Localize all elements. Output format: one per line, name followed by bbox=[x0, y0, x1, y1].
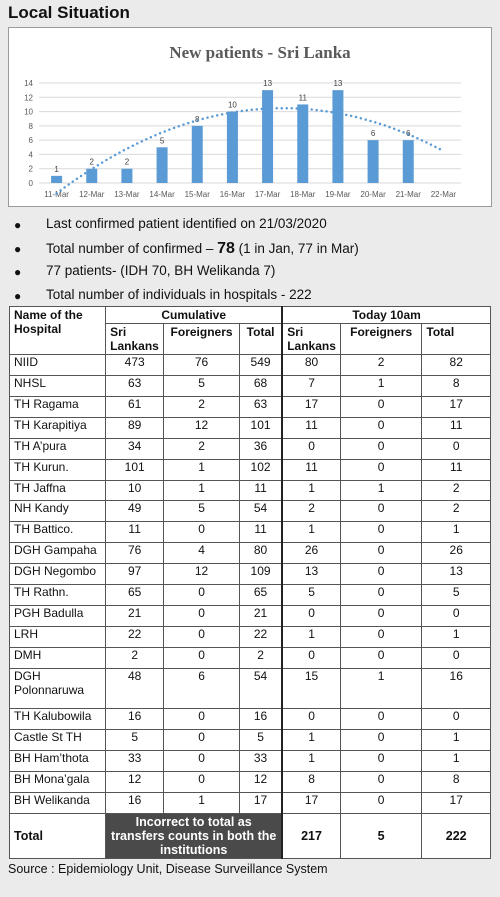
today-foreigners-cell: 1 bbox=[340, 375, 422, 396]
hospital-name-cell: LRH bbox=[10, 626, 106, 647]
header-cumulative: Cumulative bbox=[106, 307, 283, 324]
cum-sri-lankans-cell: 22 bbox=[106, 626, 164, 647]
data-label: 5 bbox=[159, 136, 165, 146]
bar bbox=[157, 147, 168, 183]
today-sri-lankans-cell: 17 bbox=[282, 396, 340, 417]
today-total-cell: 5 bbox=[422, 585, 491, 606]
cum-total-cell: 68 bbox=[239, 375, 282, 396]
bar bbox=[368, 140, 379, 183]
cum-foreigners-cell: 0 bbox=[164, 626, 240, 647]
y-tick-label: 8 bbox=[28, 121, 33, 131]
today-total-cell: 1 bbox=[422, 626, 491, 647]
cum-total-cell: 5 bbox=[239, 730, 282, 751]
y-tick-label: 6 bbox=[28, 136, 33, 146]
cum-foreigners-cell: 5 bbox=[164, 501, 240, 522]
table-row bbox=[10, 606, 491, 627]
table-row bbox=[10, 751, 491, 772]
cum-total-cell: 63 bbox=[239, 396, 282, 417]
data-label: 11 bbox=[298, 93, 307, 103]
table-header-row bbox=[10, 307, 491, 324]
cum-sri-lankans-cell: 16 bbox=[106, 792, 164, 813]
x-tick-label: 16-Mar bbox=[219, 190, 246, 199]
cum-total-cell: 54 bbox=[239, 668, 282, 708]
today-foreigners-cell: 0 bbox=[340, 792, 422, 813]
bullet-text: Total number of individuals in hospitals - 222 bbox=[46, 286, 312, 302]
today-foreigners-cell: 0 bbox=[340, 647, 422, 668]
today-total-cell: 11 bbox=[422, 417, 491, 438]
table-row bbox=[10, 355, 491, 376]
cum-sri-lankans-cell: 76 bbox=[106, 543, 164, 564]
cum-sri-lankans-cell: 5 bbox=[106, 730, 164, 751]
cum-foreigners-cell: 0 bbox=[164, 751, 240, 772]
cum-sri-lankans-cell: 63 bbox=[106, 375, 164, 396]
bullet-hospital-total bbox=[0, 284, 500, 308]
data-label: 2 bbox=[89, 157, 94, 167]
today-foreigners-cell: 0 bbox=[340, 564, 422, 585]
table-row bbox=[10, 543, 491, 564]
page-heading: Local Situation bbox=[8, 3, 130, 22]
y-tick-label: 4 bbox=[28, 150, 33, 160]
today-sri-lankans-cell: 1 bbox=[282, 480, 340, 501]
cum-foreigners-cell: 4 bbox=[164, 543, 240, 564]
total-today-foreigners: 5 bbox=[340, 814, 422, 859]
x-tick-label: 12-Mar bbox=[79, 190, 105, 199]
hospital-name-cell: DGH Gampaha bbox=[10, 543, 106, 564]
cum-foreigners-cell: 6 bbox=[164, 668, 240, 708]
bar bbox=[297, 104, 308, 183]
hospital-name-cell: DMH bbox=[10, 647, 106, 668]
cum-total-cell: 16 bbox=[239, 709, 282, 730]
data-label: 13 bbox=[263, 79, 273, 89]
cum-sri-lankans-cell: 10 bbox=[106, 480, 164, 501]
subheader-today-foreigners: Foreigners bbox=[340, 324, 422, 355]
cum-sri-lankans-cell: 89 bbox=[106, 417, 164, 438]
today-foreigners-cell: 1 bbox=[340, 480, 422, 501]
cum-foreigners-cell: 0 bbox=[164, 522, 240, 543]
today-foreigners-cell: 0 bbox=[340, 396, 422, 417]
today-total-cell: 0 bbox=[422, 709, 491, 730]
today-sri-lankans-cell: 1 bbox=[282, 751, 340, 772]
cum-foreigners-cell: 0 bbox=[164, 647, 240, 668]
cum-total-cell: 109 bbox=[239, 564, 282, 585]
hospital-name-cell: NH Kandy bbox=[10, 501, 106, 522]
hospital-name-cell: PGH Badulla bbox=[10, 606, 106, 627]
chart-title: New patients - Sri Lanka bbox=[169, 43, 351, 62]
x-tick-label: 22-Mar bbox=[430, 190, 457, 199]
cum-foreigners-cell: 0 bbox=[164, 772, 240, 793]
today-sri-lankans-cell: 13 bbox=[282, 564, 340, 585]
subheader-cum-sri-lankans: Sri Lankans bbox=[106, 324, 164, 355]
hospital-name-cell: TH A’pura bbox=[10, 438, 106, 459]
table-row bbox=[10, 522, 491, 543]
table-row bbox=[10, 668, 491, 708]
bar bbox=[192, 126, 203, 183]
x-tick-label: 14-Mar bbox=[149, 190, 175, 199]
cum-total-cell: 65 bbox=[239, 585, 282, 606]
data-label: 6 bbox=[406, 129, 411, 139]
hospital-name-cell: BH Mona’gala bbox=[10, 772, 106, 793]
x-tick-label: 21-Mar bbox=[395, 190, 421, 199]
cum-sri-lankans-cell: 101 bbox=[106, 459, 164, 480]
today-sri-lankans-cell: 0 bbox=[282, 647, 340, 668]
total-note: Incorrect to total as transfers counts in both the institutions bbox=[106, 814, 283, 859]
bullet-total-confirmed bbox=[0, 237, 500, 261]
header-hospital-name: Name of the Hospital bbox=[10, 307, 106, 355]
today-sri-lankans-cell: 0 bbox=[282, 438, 340, 459]
bullet-last-confirmed bbox=[0, 213, 500, 237]
data-label: 13 bbox=[333, 79, 343, 89]
today-total-cell: 8 bbox=[422, 772, 491, 793]
cum-foreigners-cell: 1 bbox=[164, 459, 240, 480]
bullet-text: Total number of confirmed – 78 (1 in Jan, 77 in Mar) bbox=[46, 239, 359, 257]
today-sri-lankans-cell: 11 bbox=[282, 417, 340, 438]
cum-sri-lankans-cell: 473 bbox=[106, 355, 164, 376]
cum-total-cell: 101 bbox=[239, 417, 282, 438]
cum-sri-lankans-cell: 11 bbox=[106, 522, 164, 543]
data-label: 1 bbox=[54, 164, 59, 174]
cum-sri-lankans-cell: 16 bbox=[106, 709, 164, 730]
cum-total-cell: 22 bbox=[239, 626, 282, 647]
today-sri-lankans-cell: 80 bbox=[282, 355, 340, 376]
cum-sri-lankans-cell: 49 bbox=[106, 501, 164, 522]
hospital-name-cell: Castle St TH bbox=[10, 730, 106, 751]
cum-total-cell: 12 bbox=[239, 772, 282, 793]
table-row bbox=[10, 626, 491, 647]
table-row bbox=[10, 730, 491, 751]
x-tick-label: 17-Mar bbox=[254, 190, 281, 199]
bar bbox=[262, 90, 273, 183]
bullet-dot: ● bbox=[14, 265, 22, 279]
hospital-table bbox=[9, 306, 491, 859]
table-row bbox=[10, 564, 491, 585]
today-foreigners-cell: 0 bbox=[340, 709, 422, 730]
new-patients-chart bbox=[8, 27, 492, 207]
source-note: Source : Epidemiology Unit, Disease Surveillance System bbox=[8, 862, 328, 876]
y-tick-label: 12 bbox=[24, 93, 33, 103]
bar bbox=[403, 140, 414, 183]
cum-foreigners-cell: 1 bbox=[164, 480, 240, 501]
hospital-name-cell: BH Ham’thota bbox=[10, 751, 106, 772]
table-row bbox=[10, 480, 491, 501]
y-tick-label: 14 bbox=[24, 79, 33, 88]
header-today: Today 10am bbox=[282, 307, 490, 324]
bullet-dot: ● bbox=[14, 241, 22, 256]
today-sri-lankans-cell: 5 bbox=[282, 585, 340, 606]
today-foreigners-cell: 0 bbox=[340, 417, 422, 438]
today-total-cell: 82 bbox=[422, 355, 491, 376]
new-patients-chart-svg bbox=[9, 28, 491, 206]
bullet-text: Last confirmed patient identified on 21/03/2020 bbox=[46, 216, 327, 231]
bullet-patients-breakdown bbox=[0, 260, 500, 284]
today-sri-lankans-cell: 2 bbox=[282, 501, 340, 522]
today-total-cell: 1 bbox=[422, 522, 491, 543]
cum-total-cell: 11 bbox=[239, 480, 282, 501]
today-total-cell: 26 bbox=[422, 543, 491, 564]
data-label: 2 bbox=[124, 157, 130, 167]
today-total-cell: 2 bbox=[422, 480, 491, 501]
cum-total-cell: 17 bbox=[239, 792, 282, 813]
cum-total-cell: 549 bbox=[239, 355, 282, 376]
today-sri-lankans-cell: 1 bbox=[282, 522, 340, 543]
today-foreigners-cell: 0 bbox=[340, 730, 422, 751]
total-label: Total bbox=[10, 814, 106, 859]
today-total-cell: 8 bbox=[422, 375, 491, 396]
today-foreigners-cell: 2 bbox=[340, 355, 422, 376]
cum-foreigners-cell: 12 bbox=[164, 564, 240, 585]
today-sri-lankans-cell: 17 bbox=[282, 792, 340, 813]
today-sri-lankans-cell: 15 bbox=[282, 668, 340, 708]
today-total-cell: 11 bbox=[422, 459, 491, 480]
today-foreigners-cell: 0 bbox=[340, 522, 422, 543]
hospital-name-cell: BH Welikanda bbox=[10, 792, 106, 813]
x-tick-label: 20-Mar bbox=[360, 190, 386, 199]
table-row bbox=[10, 709, 491, 730]
cum-total-cell: 11 bbox=[239, 522, 282, 543]
hospital-name-cell: TH Jaffna bbox=[10, 480, 106, 501]
table-total-row bbox=[10, 814, 491, 859]
x-tick-label: 19-Mar bbox=[325, 190, 351, 199]
total-today-total: 222 bbox=[422, 814, 491, 859]
hospital-name-cell: TH Kalubowila bbox=[10, 709, 106, 730]
x-tick-label: 13-Mar bbox=[114, 190, 140, 199]
today-total-cell: 2 bbox=[422, 501, 491, 522]
table-row bbox=[10, 772, 491, 793]
table-row bbox=[10, 375, 491, 396]
y-tick-label: 10 bbox=[24, 107, 33, 117]
today-sri-lankans-cell: 1 bbox=[282, 730, 340, 751]
today-foreigners-cell: 0 bbox=[340, 606, 422, 627]
hospital-name-cell: TH Ragama bbox=[10, 396, 106, 417]
bullet-dot: ● bbox=[14, 218, 22, 232]
x-tick-label: 18-Mar bbox=[290, 190, 316, 199]
y-tick-label: 2 bbox=[28, 164, 33, 174]
table-row bbox=[10, 459, 491, 480]
today-sri-lankans-cell: 1 bbox=[282, 626, 340, 647]
today-total-cell: 16 bbox=[422, 668, 491, 708]
cum-foreigners-cell: 0 bbox=[164, 709, 240, 730]
cum-sri-lankans-cell: 2 bbox=[106, 647, 164, 668]
cum-sri-lankans-cell: 97 bbox=[106, 564, 164, 585]
subheader-cum-total: Total bbox=[239, 324, 282, 355]
cum-sri-lankans-cell: 34 bbox=[106, 438, 164, 459]
today-sri-lankans-cell: 7 bbox=[282, 375, 340, 396]
table-row bbox=[10, 647, 491, 668]
trendline bbox=[57, 108, 444, 193]
today-foreigners-cell: 0 bbox=[340, 438, 422, 459]
hospital-name-cell: NHSL bbox=[10, 375, 106, 396]
cum-total-cell: 2 bbox=[239, 647, 282, 668]
today-foreigners-cell: 0 bbox=[340, 772, 422, 793]
hospital-name-cell: TH Kurun. bbox=[10, 459, 106, 480]
cum-foreigners-cell: 0 bbox=[164, 606, 240, 627]
bar bbox=[332, 90, 343, 183]
summary-bullets bbox=[0, 213, 500, 307]
bar bbox=[86, 169, 97, 183]
today-total-cell: 0 bbox=[422, 647, 491, 668]
cum-sri-lankans-cell: 48 bbox=[106, 668, 164, 708]
hospital-name-cell: NIID bbox=[10, 355, 106, 376]
bullet-text: 77 patients- (IDH 70, BH Welikanda 7) bbox=[46, 263, 276, 278]
table-row bbox=[10, 792, 491, 813]
table-row bbox=[10, 396, 491, 417]
subheader-today-total: Total bbox=[422, 324, 491, 355]
today-sri-lankans-cell: 26 bbox=[282, 543, 340, 564]
today-total-cell: 1 bbox=[422, 751, 491, 772]
data-label: 10 bbox=[227, 100, 237, 110]
today-total-cell: 1 bbox=[422, 730, 491, 751]
cum-sri-lankans-cell: 12 bbox=[106, 772, 164, 793]
today-total-cell: 0 bbox=[422, 438, 491, 459]
cum-sri-lankans-cell: 33 bbox=[106, 751, 164, 772]
cum-foreigners-cell: 2 bbox=[164, 396, 240, 417]
data-label: 8 bbox=[195, 114, 200, 124]
today-foreigners-cell: 0 bbox=[340, 459, 422, 480]
bar bbox=[227, 112, 238, 183]
subheader-today-sri-lankans: Sri Lankans bbox=[282, 324, 340, 355]
table-row bbox=[10, 438, 491, 459]
table-row bbox=[10, 417, 491, 438]
today-foreigners-cell: 0 bbox=[340, 585, 422, 606]
cum-foreigners-cell: 0 bbox=[164, 730, 240, 751]
today-total-cell: 17 bbox=[422, 792, 491, 813]
today-sri-lankans-cell: 0 bbox=[282, 606, 340, 627]
subheader-cum-foreigners: Foreigners bbox=[164, 324, 240, 355]
y-tick-label: 0 bbox=[28, 179, 33, 188]
cum-foreigners-cell: 0 bbox=[164, 585, 240, 606]
x-tick-label: 11-Mar bbox=[44, 190, 69, 199]
today-foreigners-cell: 1 bbox=[340, 668, 422, 708]
cum-sri-lankans-cell: 65 bbox=[106, 585, 164, 606]
today-sri-lankans-cell: 11 bbox=[282, 459, 340, 480]
today-total-cell: 13 bbox=[422, 564, 491, 585]
bullet-dot: ● bbox=[14, 288, 22, 303]
cum-foreigners-cell: 76 bbox=[164, 355, 240, 376]
today-total-cell: 17 bbox=[422, 396, 491, 417]
cum-foreigners-cell: 1 bbox=[164, 792, 240, 813]
total-confirmed-value: 78 bbox=[217, 239, 235, 257]
today-foreigners-cell: 0 bbox=[340, 626, 422, 647]
cum-sri-lankans-cell: 21 bbox=[106, 606, 164, 627]
cum-foreigners-cell: 12 bbox=[164, 417, 240, 438]
bar bbox=[121, 169, 132, 183]
today-foreigners-cell: 0 bbox=[340, 501, 422, 522]
total-today-sri-lankans: 217 bbox=[282, 814, 340, 859]
hospital-name-cell: TH Rathn. bbox=[10, 585, 106, 606]
cum-total-cell: 80 bbox=[239, 543, 282, 564]
cum-total-cell: 54 bbox=[239, 501, 282, 522]
today-sri-lankans-cell: 8 bbox=[282, 772, 340, 793]
hospital-name-cell: DGH Negombo bbox=[10, 564, 106, 585]
cum-total-cell: 102 bbox=[239, 459, 282, 480]
today-total-cell: 0 bbox=[422, 606, 491, 627]
data-label: 6 bbox=[370, 129, 376, 139]
table-row bbox=[10, 585, 491, 606]
cum-sri-lankans-cell: 61 bbox=[106, 396, 164, 417]
cum-foreigners-cell: 2 bbox=[164, 438, 240, 459]
cum-total-cell: 33 bbox=[239, 751, 282, 772]
cum-foreigners-cell: 5 bbox=[164, 375, 240, 396]
hospital-name-cell: DGH Polonnaruwa bbox=[10, 668, 106, 708]
bar bbox=[51, 176, 62, 183]
x-tick-label: 15-Mar bbox=[184, 190, 210, 199]
today-foreigners-cell: 0 bbox=[340, 751, 422, 772]
hospital-name-cell: TH Battico. bbox=[10, 522, 106, 543]
hospital-name-cell: TH Karapitiya bbox=[10, 417, 106, 438]
table-row bbox=[10, 501, 491, 522]
today-sri-lankans-cell: 0 bbox=[282, 709, 340, 730]
today-foreigners-cell: 0 bbox=[340, 543, 422, 564]
cum-total-cell: 36 bbox=[239, 438, 282, 459]
cum-total-cell: 21 bbox=[239, 606, 282, 627]
